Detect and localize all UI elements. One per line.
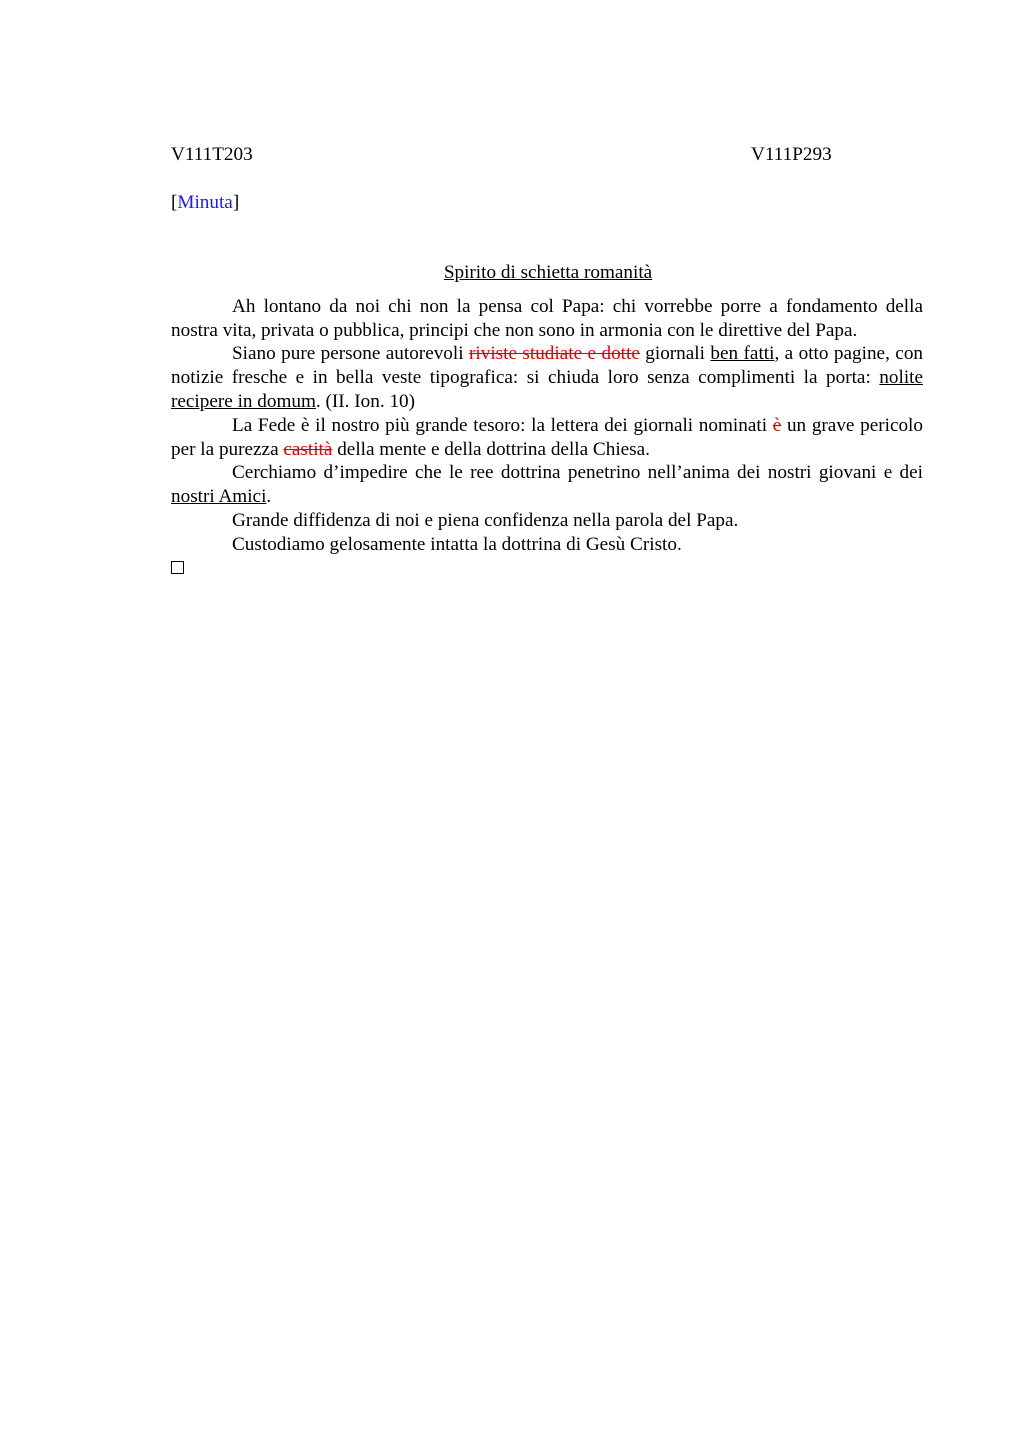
paragraph-text: Ah lontano da noi chi non la pensa col Papa: chi vorrebbe porre a fondamento della nostra vita, privata o pubblica, principi che non sono in armonia con le direttive del Papa. xyxy=(171,295,923,341)
paragraph-2 xyxy=(171,342,923,413)
archive-code-right: V111P293 xyxy=(751,144,832,165)
document-body xyxy=(171,295,923,557)
paragraph-text: giornali xyxy=(639,343,711,365)
underlined-text: nolite recipere in domum xyxy=(171,367,923,412)
header-row xyxy=(171,143,923,167)
paragraph-text: un grave pericolo per la purezza xyxy=(171,414,923,460)
paragraph-4 xyxy=(171,461,923,509)
paragraph-text: . (II. Ion. 10) xyxy=(315,390,416,412)
document-page xyxy=(171,143,923,574)
title-text: Spirito di schietta romanità xyxy=(443,262,653,283)
paragraph-text: . xyxy=(266,486,272,508)
bracket-open: [ xyxy=(171,192,178,213)
paragraph-text: La Fede è il nostro più grande tesoro: la lettera dei giornali nominati xyxy=(232,414,773,436)
paragraph-text: Cerchiamo d’impedire che le ree dottrina penetrino nell’anima dei nostri giovani e dei xyxy=(232,462,923,484)
underlined-text: nostri Amici xyxy=(171,486,267,508)
paragraph-1 xyxy=(171,295,923,343)
deleted-text: è xyxy=(772,414,782,436)
paragraph-text: Grande diffidenza di noi e piena confidenza nella parola del Papa. xyxy=(232,509,739,531)
paragraph-3 xyxy=(171,414,923,462)
deleted-text: castità xyxy=(283,438,333,460)
document-title xyxy=(171,261,923,285)
paragraph-text: , a otto pagine, con notizie fresche e in bella veste tipografica: si chiuda loro senza complimenti la porta: xyxy=(171,343,924,389)
archive-code-left: V111T203 xyxy=(171,144,253,165)
underlined-text: ben fatti xyxy=(710,343,775,365)
paragraph-5 xyxy=(171,509,923,533)
paragraph-text: Custodiamo gelosamente intatta la dottrina di Gesù Cristo. xyxy=(232,533,682,555)
end-marker-square-icon xyxy=(171,561,184,574)
paragraph-text: Siano pure persone autorevoli xyxy=(232,343,470,365)
bracket-close: ] xyxy=(232,192,240,213)
document-type-label xyxy=(171,191,923,215)
paragraph-6 xyxy=(171,533,923,557)
minuta-link[interactable]: Minuta xyxy=(177,192,233,213)
paragraph-text: della mente e della dottrina della Chiesa. xyxy=(332,438,650,460)
deleted-text: riviste studiate e dotte xyxy=(469,343,640,365)
